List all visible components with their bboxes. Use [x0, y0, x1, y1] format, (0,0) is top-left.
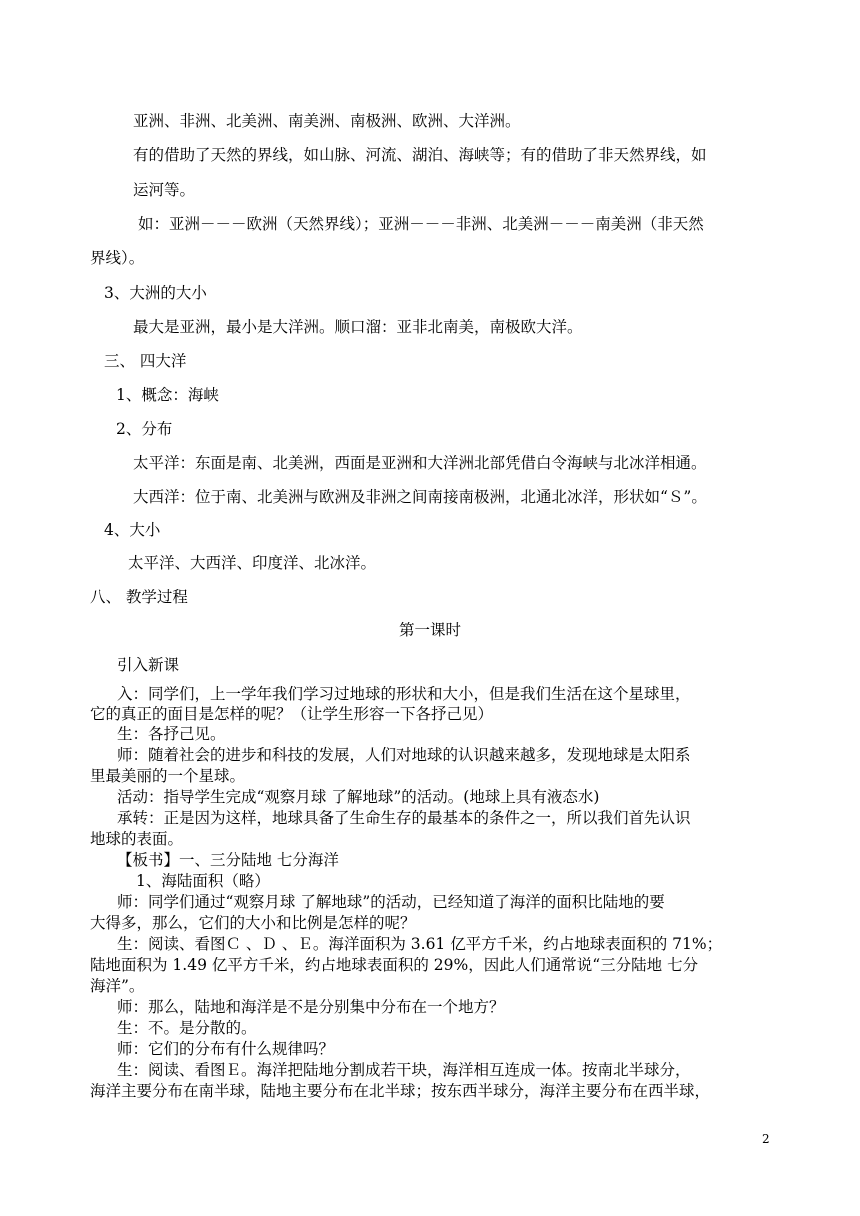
text-line: 运河等。 — [133, 181, 196, 199]
board-heading: 【板书】一、三分陆地 七分海洋 — [117, 851, 339, 869]
text-line: 太平洋：东面是南、北美洲，西面是亚洲和大洋洲北部凭借白令海峡与北冰洋相通。 — [133, 454, 707, 472]
text-line: 海洋主要分布在南半球，陆地主要分布在北半球；按东西半球分，海洋主要分布在西半球， — [90, 1082, 711, 1100]
text-line: 1、海陆面积（略） — [136, 872, 270, 890]
page-number: 2 — [762, 1132, 770, 1146]
text-line: 入：同学们，上一学年我们学习过地球的形状和大小，但是我们生活在这个星球里， — [117, 685, 691, 703]
text-line: 如：亚洲－－－欧洲（天然界线）；亚洲－－－非洲、北美洲－－－南美洲（非天然 — [138, 215, 704, 233]
text-line: 师：它们的分布有什么规律吗？ — [117, 1040, 335, 1058]
text-line: 生：阅读、看图Ｅ。海洋把陆地分割成若干块，海洋相互连成一体。按南北半球分， — [117, 1061, 691, 1079]
text-line: 最大是亚洲，最小是大洋洲。顺口溜：亚非北南美，南极欧大洋。 — [133, 318, 583, 336]
lesson-title: 第一课时 — [398, 621, 461, 639]
section-heading: 八、 教学过程 — [90, 588, 188, 606]
text-line: 大得多，那么，它们的大小和比例是怎样的呢？ — [90, 914, 416, 932]
text-line: 陆地面积为 1.49 亿平方千米，约占地球表面积的 29%，因此人们通常说“三分陆地 七分 — [90, 956, 699, 974]
text-line: 亚洲、非洲、北美洲、南美洲、南极洲、欧洲、大洋洲。 — [133, 112, 521, 130]
text-line: 大西洋：位于南、北美洲与欧洲及非洲之间南接南极洲，北通北冰洋，形状如“Ｓ”。 — [133, 488, 707, 506]
text-line: 界线）。 — [90, 249, 145, 267]
text-line: 师：那么，陆地和海洋是不是分别集中分布在一个地方？ — [117, 998, 505, 1016]
text-line: 它的真正的面目是怎样的呢？（让学生形容一下各抒己见） — [90, 705, 494, 723]
text-line: 活动：指导学生完成“观察月球 了解地球”的活动。(地球上具有液态水) — [117, 788, 600, 806]
section-heading: 3、大洲的大小 — [104, 284, 207, 302]
section-heading: 三、 四大洋 — [104, 352, 187, 370]
text-line: 师：随着社会的进步和科技的发展，人们对地球的认识越来越多，发现地球是太阳系 — [117, 746, 691, 764]
text-line: 生：不。是分散的。 — [117, 1019, 257, 1037]
text-line: 地球的表面。 — [90, 830, 184, 848]
text-line: 承转：正是因为这样，地球具备了生命生存的最基本的条件之一，所以我们首先认识 — [117, 809, 691, 827]
text-line: 里最美丽的一个星球。 — [90, 767, 246, 785]
section-heading: 2、分布 — [116, 420, 173, 438]
text-line: 引入新课 — [117, 656, 180, 674]
text-line: 生：各抒己见。 — [117, 725, 226, 743]
text-line: 生：阅读、看图Ｃ 、Ｄ 、Ｅ。海洋面积为 3.61 亿平方千米，约占地球表面积的 71%； — [117, 935, 723, 953]
text-line: 师：同学们通过“观察月球 了解地球”的活动，已经知道了海洋的面积比陆地的要 — [117, 893, 665, 911]
text-line: 太平洋、大西洋、印度洋、北冰洋。 — [128, 554, 377, 572]
text-line: 有的借助了天然的界线，如山脉、河流、湖泊、海峡等；有的借助了非天然界线，如 — [133, 146, 707, 164]
section-heading: 4、大小 — [104, 521, 161, 539]
text-line: 海洋”。 — [90, 977, 145, 995]
section-heading: 1、概念：海峡 — [116, 386, 219, 404]
